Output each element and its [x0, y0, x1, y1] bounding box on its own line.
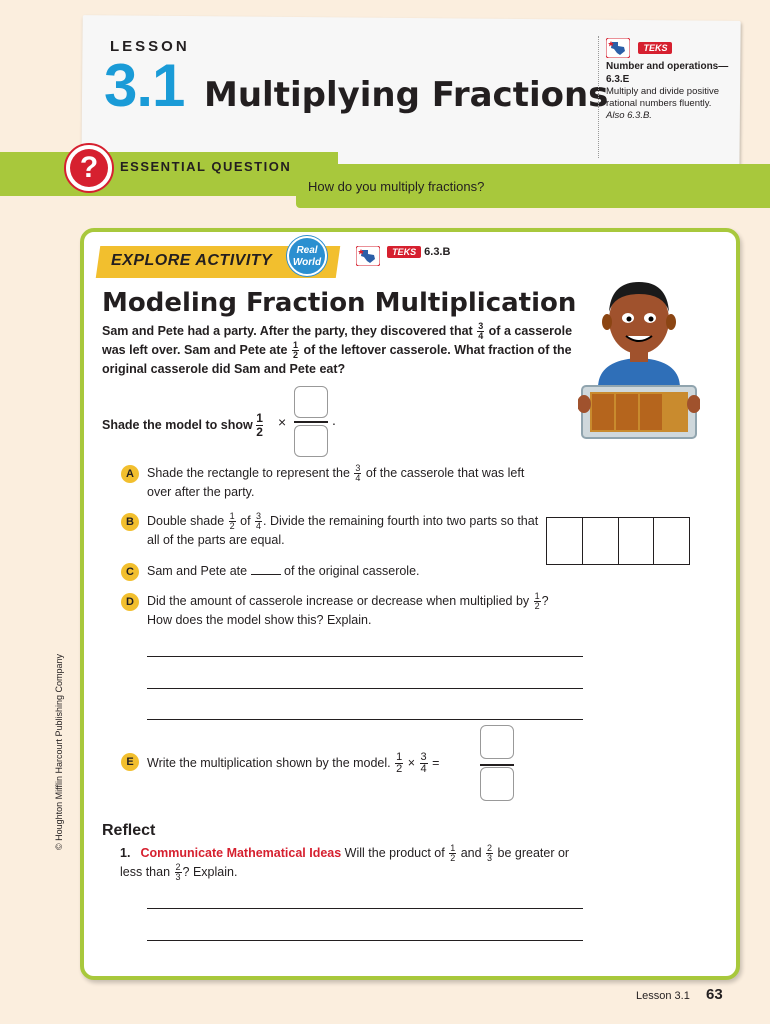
activity-title: Modeling Fraction Multiplication: [102, 288, 577, 318]
answer-line[interactable]: [147, 656, 583, 657]
activity-teks: [356, 246, 450, 266]
fraction-bar: [294, 421, 328, 423]
footer-lesson: Lesson 3.1: [636, 990, 690, 1002]
casserole-rectangle-model[interactable]: [546, 517, 690, 565]
item-c-badge: C: [121, 563, 139, 581]
numerator-answer-box[interactable]: [294, 386, 328, 418]
item-b-badge: B: [121, 513, 139, 531]
lesson-label: LESSON: [110, 38, 190, 55]
reflect-heading: Reflect: [102, 822, 156, 839]
item-c: C Sam and Pete ate of the original casserole.: [121, 562, 541, 581]
teks-description: Multiply and divide positive rational numbers fluently.: [606, 86, 720, 109]
publisher-credit: © Houghton Mifflin Harcourt Publishing Company: [54, 653, 64, 850]
item-d: D Did the amount of casserole increase or decrease when multiplied by $\frac{1}{2}$ ? How does the model show this? Explain.: [121, 592, 561, 630]
item-e: E Write the multiplication shown by the model. $\frac{1}{2}$ × $\frac{3}{4}$ =: [121, 752, 481, 775]
answer-line[interactable]: [147, 908, 583, 909]
item-a: A Shade the rectangle to represent the $\frac{3}{4}$ of the casserole that was left over after the party.: [121, 464, 541, 502]
period: .: [332, 412, 336, 428]
answer-fraction: [294, 386, 330, 458]
answer-blank[interactable]: [251, 563, 281, 575]
shade-instruction: Shade the model to show $\frac{1}{2}$: [102, 411, 263, 439]
activity-prompt: Sam and Pete had a party. After the party, they discovered that $\frac{3}{4}$ of a casserole was left over. Sam and Pete ate $\frac{1}{2}$ of the leftover casserole. What fraction of the original casserole did Sam and Pete eat?: [102, 321, 573, 377]
real-world-badge: [287, 236, 327, 276]
item-b: B Double shade $\frac{1}{2}$ of $\frac{3}{4}$ . Divide the remaining fourth into two parts so that all of the parts are equal.: [121, 512, 541, 550]
answer-line[interactable]: [147, 688, 583, 689]
teks-badge: TEKS: [387, 246, 421, 258]
item-a-badge: A: [121, 465, 139, 483]
model-part[interactable]: [583, 518, 619, 564]
model-part[interactable]: [619, 518, 655, 564]
item-e-badge: E: [121, 753, 139, 771]
teks-heading: Number and operations—6.3.E: [606, 61, 729, 85]
answer-line[interactable]: [147, 719, 583, 720]
model-part[interactable]: [547, 518, 583, 564]
denominator-answer-box[interactable]: [294, 425, 328, 457]
texas-icon: [606, 38, 630, 58]
lesson-title: Multiplying Fractions: [204, 75, 609, 115]
question-mark-icon: ?: [70, 149, 108, 187]
teks-code: 6.3.B: [424, 246, 451, 258]
teks-standard: [606, 38, 736, 122]
answer-line[interactable]: [147, 940, 583, 941]
e-answer-fraction: [480, 725, 516, 805]
essential-question-text: How do you multiply fractions?: [308, 179, 485, 194]
page-number: 63: [706, 986, 723, 1003]
numerator-answer-box[interactable]: [480, 725, 514, 759]
teks-also: Also 6.3.B.: [606, 110, 652, 121]
real-world-line2: World: [292, 257, 322, 268]
item-d-badge: D: [121, 593, 139, 611]
student-with-casserole-illustration: [578, 268, 700, 448]
denominator-answer-box[interactable]: [480, 767, 514, 801]
times-symbol: ×: [278, 414, 287, 430]
essential-question-label: ESSENTIAL QUESTION: [120, 159, 292, 174]
explore-activity-label: EXPLORE ACTIVITY: [111, 252, 273, 269]
fraction-bar: [480, 764, 514, 766]
lesson-number: 3.1: [104, 52, 185, 119]
texas-icon: [356, 246, 380, 266]
teks-badge: TEKS: [638, 42, 672, 54]
model-part[interactable]: [654, 518, 689, 564]
reflect-question-1: 1. Communicate Mathematical Ideas Will the product of $\frac{1}{2}$ and $\frac{2}{3}$ be greater or less than $\frac{2}{3}$ ? Explain.: [120, 843, 570, 883]
real-world-line1: Real: [296, 245, 318, 256]
teks-divider: [598, 36, 599, 158]
